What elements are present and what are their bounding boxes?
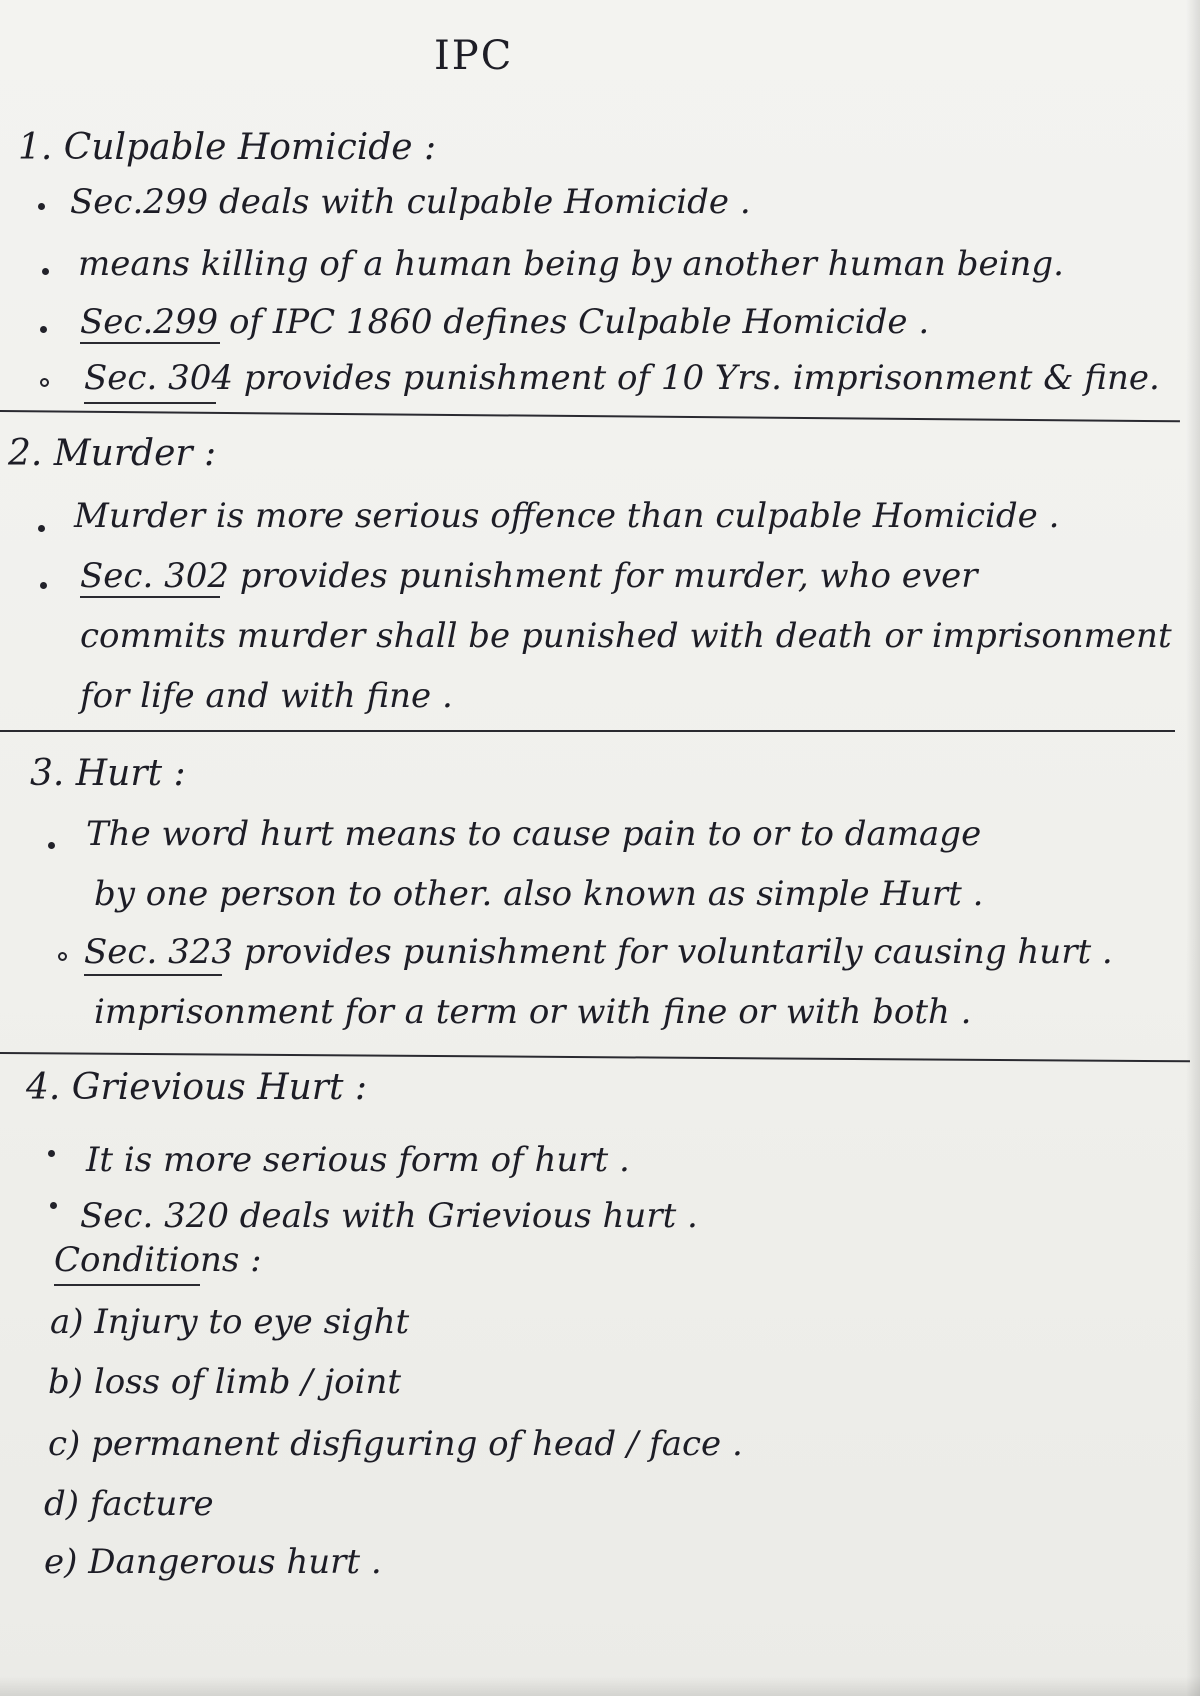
page-edge-shadow [1186,0,1200,1696]
note-line: Sec.299 deals with culpable Homicide . [70,182,751,222]
section-divider [0,1052,1190,1062]
note-line: by one person to other. also known as simple Hurt . [94,874,984,914]
section-reference-underline [84,402,216,404]
bullet-icon [40,378,49,387]
section-reference-underline [80,342,220,344]
note-line: Sec.299 of IPC 1860 defines Culpable Homicide . [80,302,930,342]
section-reference-underline [80,596,220,598]
condition-item: c) permanent disfiguring of head / face . [48,1424,743,1464]
note-line: Sec. 304 provides punishment of 10 Yrs. imprisonment & fine. [84,358,1160,398]
note-line: Sec. 320 deals with Grievious hurt . [80,1196,698,1236]
note-line: It is more serious form of hurt . [86,1140,630,1180]
condition-item: a) Injury to eye sight [50,1302,410,1342]
note-line: commits murder shall be punished with death or imprisonment [80,616,1172,656]
section-heading: 1. Culpable Homicide : [18,127,437,168]
bullet-icon [58,952,67,961]
condition-item: e) Dangerous hurt . [44,1542,382,1582]
conditions-label: Conditions : [54,1240,262,1280]
section-heading: 3. Hurt : [30,753,186,794]
bullet-icon [48,842,55,849]
note-line: Sec. 302 provides punishment for murder, who ever [80,556,978,596]
condition-item: b) loss of limb / joint [48,1362,402,1402]
condition-item: d) facture [44,1484,214,1524]
bullet-icon [40,582,47,589]
note-line: The word hurt means to cause pain to or to damage [86,814,982,854]
page-edge-shadow [0,1676,1200,1696]
conditions-underline [54,1284,200,1286]
section-divider [0,410,1180,422]
note-line: Sec. 323 provides punishment for voluntarily causing hurt . [84,932,1113,972]
note-line: for life and with fine . [80,676,453,716]
bullet-icon [38,203,45,210]
note-line: imprisonment for a term or with fine or with both . [94,992,972,1032]
section-divider [0,730,1175,732]
bullet-icon [50,1202,57,1209]
bullet-icon [40,326,47,333]
bullet-icon [42,268,49,275]
note-line: Murder is more serious offence than culpable Homicide . [74,496,1060,536]
section-heading: 4. Grievious Hurt : [26,1067,368,1108]
section-reference-underline [84,974,222,976]
note-line: means killing of a human being by another human being. [78,244,1064,284]
page-title: IPC [434,33,514,79]
bullet-icon [38,525,45,532]
bullet-icon [48,1150,55,1157]
section-heading: 2. Murder : [8,433,217,474]
